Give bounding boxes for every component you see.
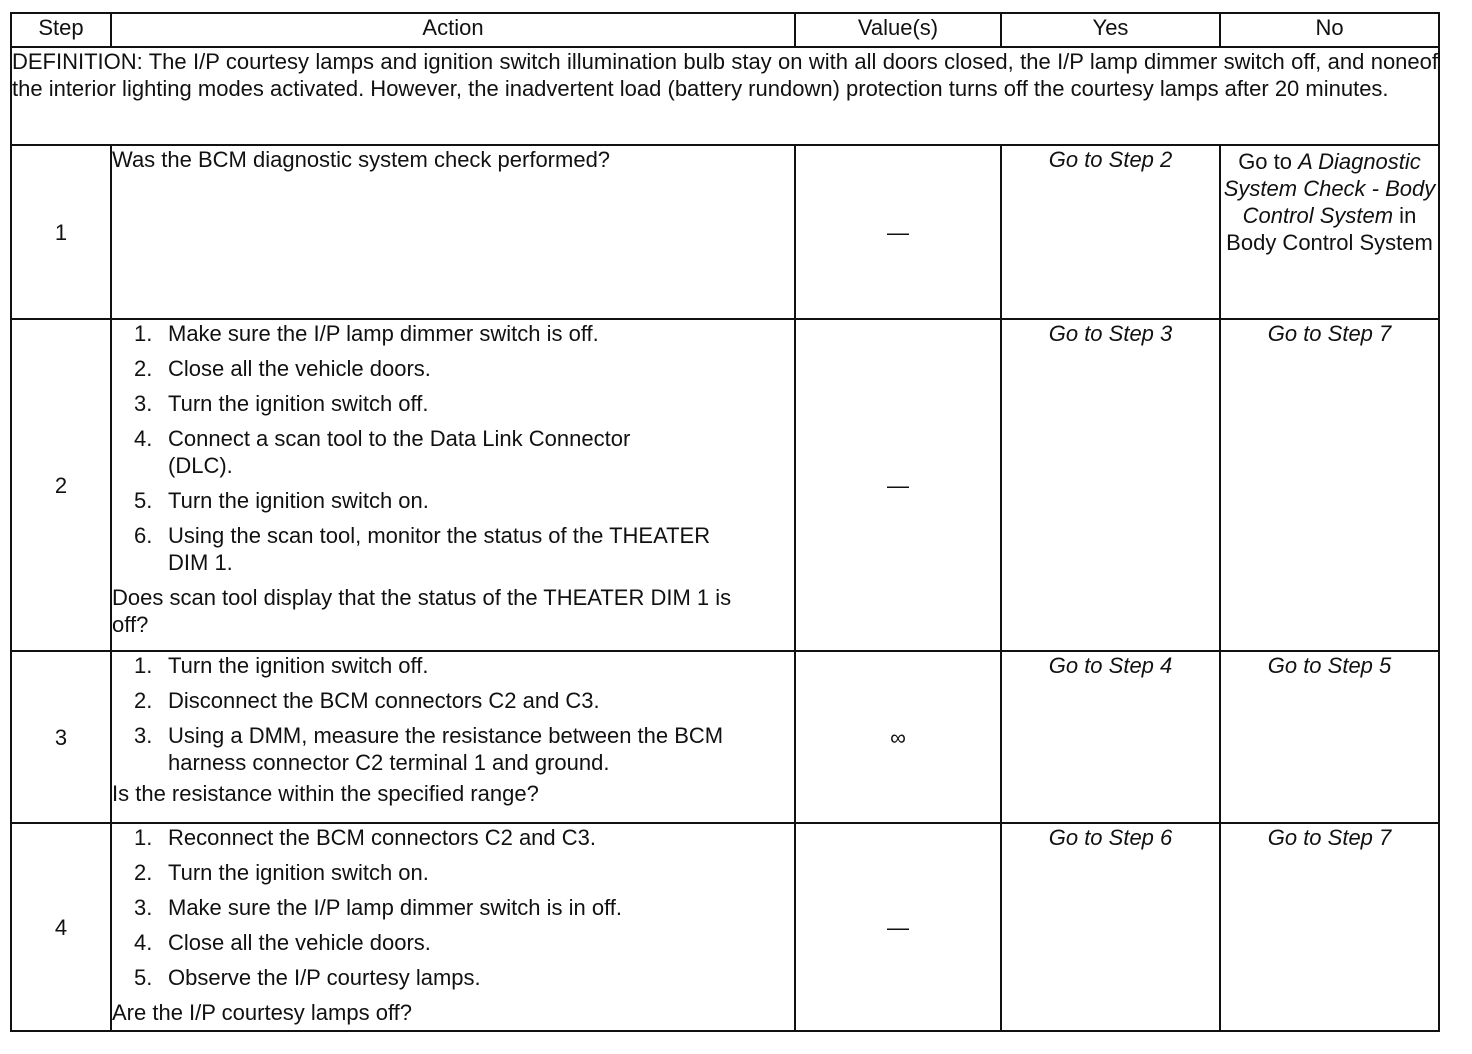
step-number: 3 — [11, 651, 111, 823]
list-item-text: Make sure the I/P lamp dimmer switch is in off. — [168, 895, 623, 920]
action-steps-list — [112, 652, 794, 776]
yes-goto-link[interactable]: Go to Step 3 — [1048, 321, 1173, 346]
list-item-text: Close all the vehicle doors. — [168, 356, 431, 381]
list-item-number: 2. — [134, 860, 153, 885]
action-question: Does scan tool display that the status of the THEATER DIM 1 is off? — [112, 585, 732, 637]
header-action: Action — [111, 13, 795, 47]
diagnostic-table-sheet — [10, 12, 1438, 1032]
value-cell: — — [795, 145, 1001, 319]
list-item — [112, 390, 794, 417]
step-number: 4 — [11, 823, 111, 1031]
header-row — [11, 13, 1439, 47]
list-item-number: 3. — [134, 723, 153, 748]
step-number: 2 — [11, 319, 111, 651]
action-steps-list — [112, 320, 794, 576]
action-steps-list — [112, 824, 794, 991]
list-item-text: Close all the vehicle doors. — [168, 930, 431, 955]
yes-cell — [1001, 145, 1220, 319]
no-suffix: in Body Control System — [1226, 203, 1433, 255]
table-row — [11, 319, 1439, 651]
list-item — [112, 522, 794, 576]
definition-text: DEFINITION: The I/P courtesy lamps and ignition switch illumination bulb stay on with all doors closed, the I/P lamp dimmer switch off, and noneof the interior lighting modes activated. However, the inadvertent load (battery rundown) protection turns off the courtesy lamps after 20 minutes. — [11, 47, 1439, 145]
action-question: Is the resistance within the specified range? — [112, 781, 539, 806]
diagnostic-table — [10, 12, 1440, 1032]
value-cell: — — [795, 823, 1001, 1031]
table-row — [11, 145, 1439, 319]
action-question: Was the BCM diagnostic system check performed? — [112, 147, 611, 172]
list-item — [112, 425, 794, 479]
no-prefix: Go to — [1238, 149, 1299, 174]
list-item-number: 3. — [134, 895, 153, 920]
yes-goto-link[interactable]: Go to Step 6 — [1048, 825, 1173, 850]
list-item-text: Reconnect the BCM connectors C2 and C3. — [168, 825, 597, 850]
list-item-text: Using a DMM, measure the resistance between the BCM harness connector C2 terminal 1 and ground. — [168, 723, 724, 775]
definition-row — [11, 47, 1439, 145]
table-row — [11, 823, 1439, 1031]
list-item — [112, 487, 794, 514]
no-cell — [1220, 651, 1439, 823]
list-item-text: Observe the I/P courtesy lamps. — [168, 965, 481, 990]
list-item-text: Turn the ignition switch on. — [168, 488, 429, 513]
no-goto-link[interactable]: Go to Step 7 — [1267, 321, 1392, 346]
list-item — [112, 320, 794, 347]
list-item — [112, 687, 794, 714]
list-item-text: Turn the ignition switch off. — [168, 653, 429, 678]
list-item-number: 1. — [134, 825, 153, 850]
no-goto-link[interactable]: Go to Step 7 — [1267, 825, 1392, 850]
list-item — [112, 929, 794, 956]
action-cell — [111, 145, 795, 319]
list-item-text: Turn the ignition switch off. — [168, 391, 429, 416]
no-cell — [1220, 145, 1439, 319]
action-question: Are the I/P courtesy lamps off? — [112, 1000, 413, 1025]
action-cell — [111, 319, 795, 651]
list-item — [112, 894, 794, 921]
list-item — [112, 964, 794, 991]
list-item-text: Make sure the I/P lamp dimmer switch is off. — [168, 321, 599, 346]
yes-goto-link[interactable]: Go to Step 4 — [1048, 653, 1173, 678]
no-reference-link[interactable]: A Diagnostic System Check - Body Control System — [1223, 149, 1436, 228]
list-item-number: 1. — [134, 653, 153, 678]
list-item — [112, 652, 794, 679]
yes-cell — [1001, 823, 1220, 1031]
header-no: No — [1220, 13, 1439, 47]
list-item — [112, 824, 794, 851]
yes-cell — [1001, 319, 1220, 651]
value-cell: — — [795, 319, 1001, 651]
list-item — [112, 355, 794, 382]
list-item-number: 1. — [134, 321, 153, 346]
list-item — [112, 722, 794, 776]
list-item-text: Using the scan tool, monitor the status of the THEATER DIM 1. — [168, 523, 711, 575]
no-cell — [1220, 823, 1439, 1031]
header-values: Value(s) — [795, 13, 1001, 47]
list-item-number: 5. — [134, 965, 153, 990]
header-yes: Yes — [1001, 13, 1220, 47]
yes-cell — [1001, 651, 1220, 823]
list-item-number: 5. — [134, 488, 153, 513]
list-item-text: Connect a scan tool to the Data Link Connector (DLC). — [168, 426, 631, 478]
header-step: Step — [11, 13, 111, 47]
list-item-number: 2. — [134, 688, 153, 713]
list-item-number: 4. — [134, 426, 153, 451]
no-goto-link[interactable]: Go to Step 5 — [1267, 653, 1392, 678]
action-cell — [111, 651, 795, 823]
table-row — [11, 651, 1439, 823]
list-item-text: Turn the ignition switch on. — [168, 860, 429, 885]
list-item-text: Disconnect the BCM connectors C2 and C3. — [168, 688, 600, 713]
no-cell — [1220, 319, 1439, 651]
list-item-number: 3. — [134, 391, 153, 416]
list-item-number: 4. — [134, 930, 153, 955]
yes-goto-link[interactable]: Go to Step 2 — [1048, 147, 1173, 172]
list-item-number: 2. — [134, 356, 153, 381]
list-item — [112, 859, 794, 886]
action-cell — [111, 823, 795, 1031]
value-cell: ∞ — [795, 651, 1001, 823]
list-item-number: 6. — [134, 523, 153, 548]
step-number: 1 — [11, 145, 111, 319]
